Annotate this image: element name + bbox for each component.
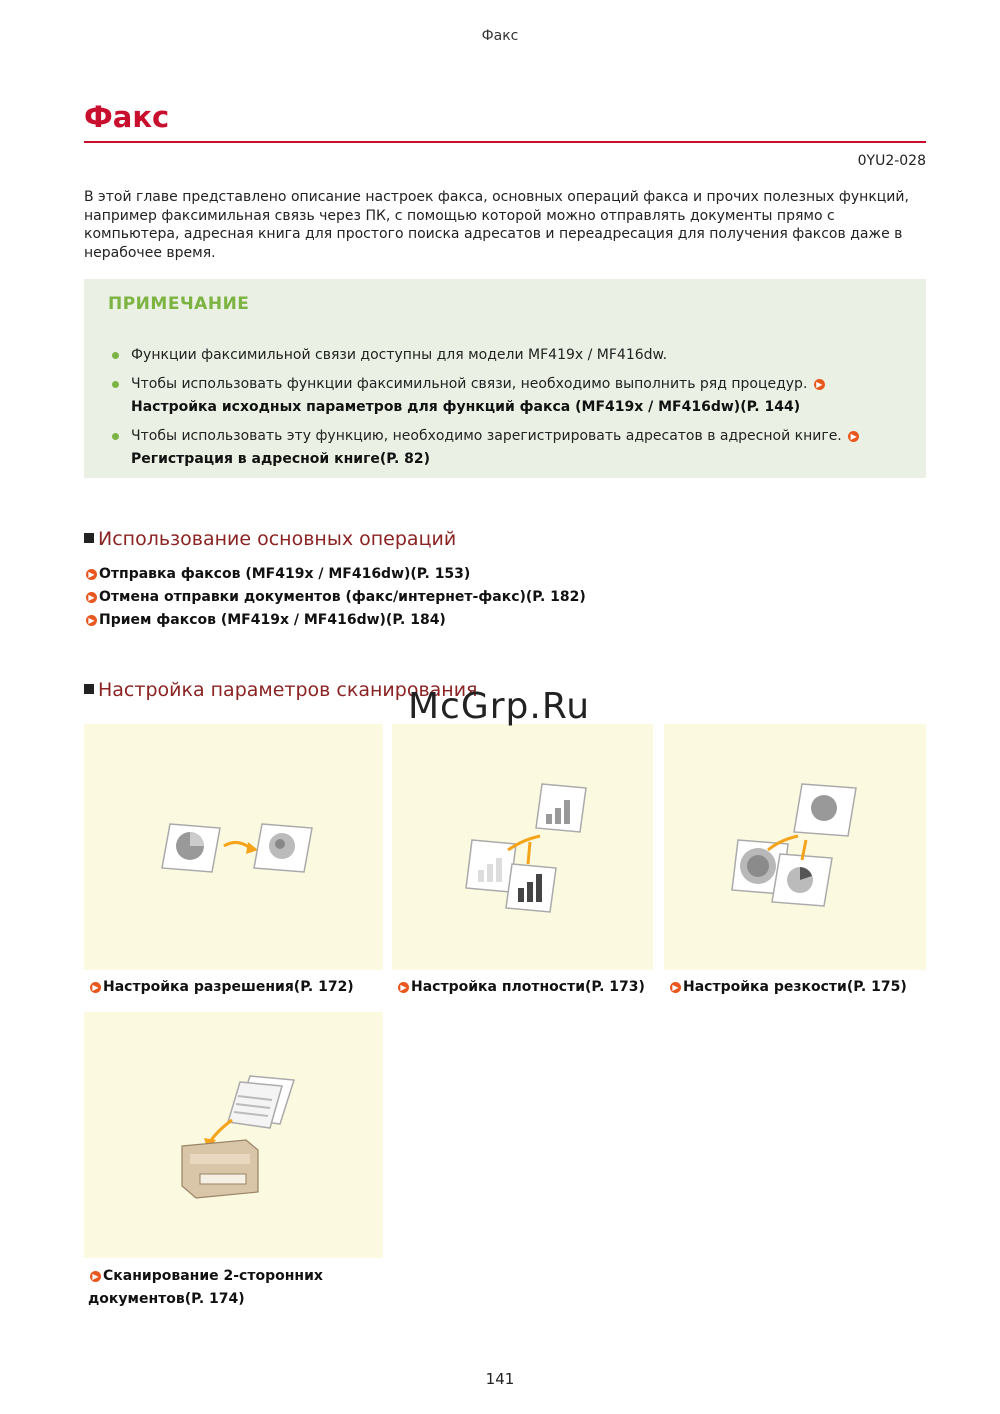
link-send-fax[interactable]: ▶ Отправка факсов (MF419x / MF416dw)(P. 153): [84, 563, 586, 586]
bullet-icon: [112, 433, 119, 440]
link-arrow-icon: ▶: [90, 1271, 101, 1282]
page-title: Факс: [84, 100, 170, 134]
page-number: 141: [485, 1370, 515, 1388]
note-link-initial-settings[interactable]: Настройка исходных параметров для функций факса (MF419x / MF416dw)(P. 144): [131, 399, 801, 415]
note-item-text: Чтобы использовать эту функцию, необходимо зарегистрировать адресатов в адресной книге.: [131, 428, 842, 444]
link-arrow-icon: ▶: [848, 431, 859, 442]
square-bullet-icon: [84, 533, 94, 543]
section-heading-text: Настройка параметров сканирования: [98, 679, 478, 701]
link-arrow-icon: ▶: [398, 982, 409, 993]
basic-links: [84, 563, 586, 632]
running-header: Факс: [481, 28, 519, 44]
link-cancel-sending[interactable]: ▶ Отмена отправки документов (факс/интернет-факс)(P. 182): [84, 586, 586, 609]
note-item-text: Чтобы использовать функции факсимильной связи, необходимо выполнить ряд процедур.: [131, 376, 808, 392]
sharpness-illustration-icon: [664, 724, 926, 970]
density-link[interactable]: ▶ Настройка плотности(P. 173): [396, 976, 645, 999]
bullet-icon: [112, 352, 119, 359]
document-id: 0YU2-028: [857, 153, 926, 169]
duplex-scan-illustration-icon: [84, 1012, 383, 1258]
duplex-panel: [84, 1012, 383, 1258]
link-arrow-icon: ▶: [90, 982, 101, 993]
section-heading-text: Использование основных операций: [98, 528, 457, 550]
section-heading-basic: [84, 528, 456, 550]
link-receive-fax[interactable]: ▶ Прием факсов (MF419x / MF416dw)(P. 184): [84, 609, 586, 632]
intro-paragraph: В этой главе представлено описание настроек факса, основных операций факса и прочих полезных функций, например факсимильная связь через ПК, с помощью которой можно отправлять документы прямо с компьютера, адресная книга для простого поиска адресатов и переадресация для получения факсов даже в нерабочее время.: [84, 189, 909, 261]
link-arrow-icon: ▶: [670, 982, 681, 993]
resolution-panel: [84, 724, 383, 970]
link-arrow-icon: ▶: [814, 379, 825, 390]
density-illustration-icon: [392, 724, 653, 970]
sharpness-link[interactable]: ▶ Настройка резкости(P. 175): [668, 976, 907, 999]
density-panel: [392, 724, 653, 970]
note-list: [112, 344, 912, 477]
note-link-address-book[interactable]: Регистрация в адресной книге(P. 82): [131, 451, 431, 467]
sharpness-panel: [664, 724, 926, 970]
note-item: [112, 344, 912, 367]
title-divider: [84, 141, 926, 143]
link-arrow-icon: ▶: [86, 592, 97, 603]
resolution-illustration-icon: [84, 724, 383, 970]
duplex-link[interactable]: ▶ Сканирование 2-сторонних документов(P. 174): [88, 1268, 323, 1307]
square-bullet-icon: [84, 684, 94, 694]
resolution-link[interactable]: ▶ Настройка разрешения(P. 172): [88, 976, 354, 999]
note-item-text: Функции факсимильной связи доступны для модели MF419x / MF416dw.: [131, 347, 668, 363]
note-title: ПРИМЕЧАНИЕ: [108, 294, 250, 314]
note-item: [112, 373, 912, 419]
note-item: [112, 425, 912, 471]
bullet-icon: [112, 381, 119, 388]
watermark: McGrp.Ru: [408, 686, 591, 727]
link-arrow-icon: ▶: [86, 569, 97, 580]
link-arrow-icon: ▶: [86, 615, 97, 626]
